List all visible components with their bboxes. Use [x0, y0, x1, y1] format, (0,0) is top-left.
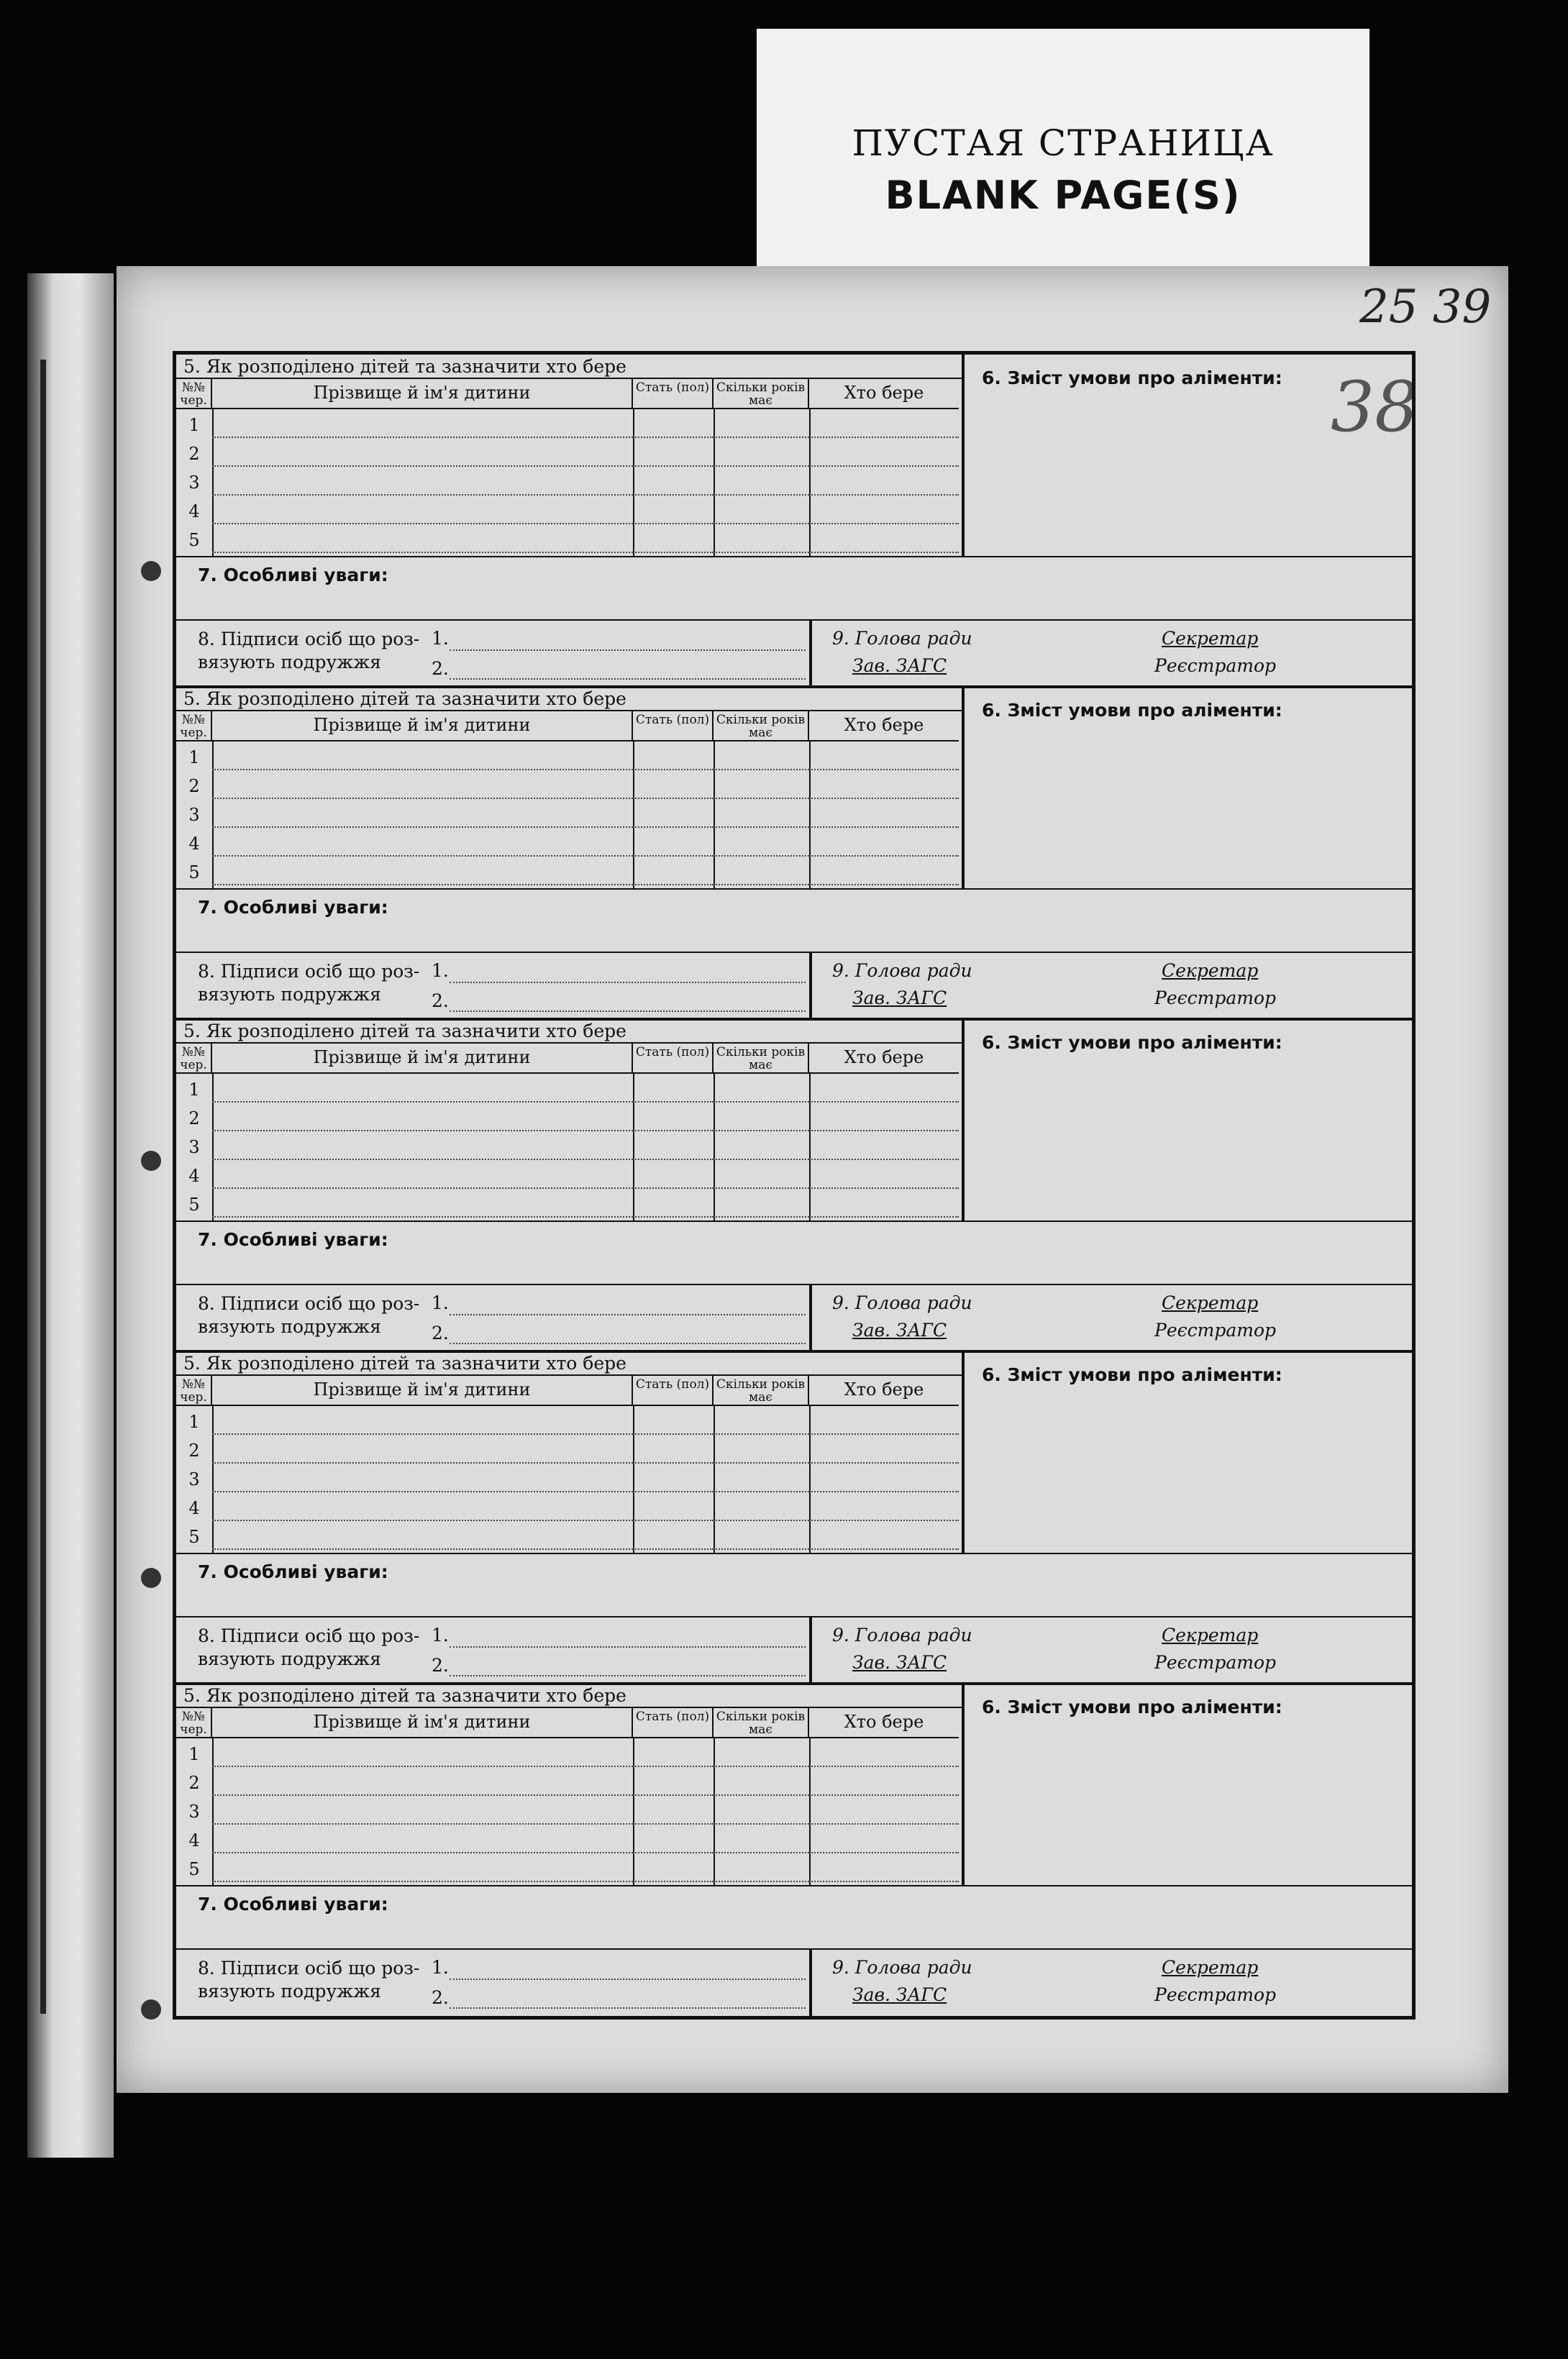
- table-row: [176, 1133, 962, 1162]
- sex-field[interactable]: [633, 494, 714, 496]
- name-field[interactable]: [212, 1187, 633, 1189]
- record-block: [176, 1019, 1412, 1351]
- name-field[interactable]: [212, 1794, 633, 1796]
- binding-edge: [40, 360, 46, 2014]
- age-field[interactable]: [714, 826, 809, 828]
- signature-2-field[interactable]: [450, 1675, 806, 1676]
- custodian-field[interactable]: [809, 465, 959, 467]
- col-number: №№ чер.: [176, 1044, 212, 1074]
- zags-head-label: Зав. ЗАГС: [852, 987, 947, 1008]
- signature-2-label: 2.: [432, 1323, 449, 1343]
- zags-head-label: Зав. ЗАГС: [852, 655, 947, 676]
- age-field[interactable]: [714, 437, 809, 438]
- sex-field[interactable]: [633, 437, 714, 438]
- custodian-field[interactable]: [809, 1101, 959, 1103]
- signatures-label-line1: 8. Підписи осіб що роз-: [198, 1293, 420, 1314]
- children-section: [176, 1351, 965, 1553]
- table-row: [176, 1769, 962, 1797]
- registrar-label: Реєстратор: [1154, 1652, 1276, 1673]
- council-head-label: 9. Голова ради: [832, 1957, 972, 1978]
- age-field[interactable]: [714, 1433, 809, 1435]
- col-child-name: Прізвище й ім'я дитини: [212, 1376, 633, 1406]
- name-field[interactable]: [212, 494, 633, 496]
- folio-number: 25 39: [1359, 280, 1492, 334]
- sex-field[interactable]: [633, 552, 714, 553]
- signature-2-label: 2.: [432, 990, 449, 1011]
- table-row: [176, 1075, 962, 1104]
- binding-hole: [141, 1151, 161, 1171]
- blank-page-tag: [757, 29, 1369, 268]
- signatures-label-line1: 8. Підписи осіб що роз-: [198, 629, 420, 649]
- signature-2-label: 2.: [432, 1655, 449, 1676]
- name-field[interactable]: [212, 523, 633, 524]
- name-field[interactable]: [212, 1766, 633, 1767]
- signatures-label-line2: вязують подружжя: [198, 652, 381, 672]
- signatures-label-line2: вязують подружжя: [198, 1316, 381, 1337]
- table-row: [176, 1826, 962, 1855]
- table-row: [176, 800, 962, 829]
- row-number: 1: [188, 1412, 200, 1432]
- col-age: Скільки років має: [714, 379, 809, 409]
- table-row: [176, 1104, 962, 1133]
- age-field[interactable]: [714, 1766, 809, 1767]
- signature-1-label: 1.: [432, 1292, 449, 1313]
- row-number: 2: [188, 444, 200, 464]
- row-number: 5: [188, 862, 200, 882]
- row-number: 5: [188, 1527, 200, 1547]
- remarks-label: 7. Особливі уваги:: [198, 565, 388, 585]
- signature-1-field[interactable]: [450, 982, 806, 983]
- custodian-field[interactable]: [809, 1159, 959, 1160]
- zags-head-label: Зав. ЗАГС: [852, 1320, 947, 1341]
- secretary-label: Секретар: [1162, 1957, 1259, 1978]
- name-field[interactable]: [212, 855, 633, 857]
- pencil-folio: 38: [1331, 367, 1419, 447]
- table-row: [176, 743, 962, 772]
- council-head-label: 9. Голова ради: [832, 628, 972, 649]
- row-number: 3: [188, 473, 200, 493]
- custodian-field[interactable]: [809, 1216, 959, 1218]
- signature-2-field[interactable]: [450, 678, 806, 680]
- sex-field[interactable]: [633, 1462, 714, 1464]
- row-number: 3: [188, 805, 200, 825]
- name-field[interactable]: [212, 1548, 633, 1550]
- table-row: [176, 468, 962, 497]
- col-age: Скільки років має: [714, 1044, 809, 1074]
- children-section-title: 5. Як розподілено дітей та зазначити хто бере: [183, 1021, 626, 1041]
- adjacent-page-strip: [27, 273, 114, 2158]
- row-number: 2: [188, 776, 200, 796]
- custodian-field[interactable]: [809, 437, 959, 438]
- name-field[interactable]: [212, 1159, 633, 1160]
- col-child-name: Прізвище й ім'я дитини: [212, 379, 633, 409]
- table-row: [176, 1797, 962, 1826]
- table-row: [176, 1740, 962, 1769]
- children-section: [176, 687, 965, 888]
- table-row: [176, 1494, 962, 1523]
- sex-field[interactable]: [633, 1159, 714, 1160]
- name-field[interactable]: [212, 1823, 633, 1825]
- sex-field[interactable]: [633, 1433, 714, 1435]
- divider: [809, 621, 812, 688]
- custodian-field[interactable]: [809, 1433, 959, 1435]
- remarks-label: 7. Особливі уваги:: [198, 1561, 388, 1582]
- col-custodian: Хто бере: [809, 1044, 959, 1074]
- signature-2-label: 2.: [432, 1987, 449, 2008]
- remarks-label: 7. Особливі уваги:: [198, 897, 388, 918]
- signature-1-label: 1.: [432, 628, 449, 649]
- table-row: [176, 1465, 962, 1494]
- row-number: 3: [188, 1802, 200, 1822]
- custodian-field[interactable]: [809, 1852, 959, 1853]
- zags-head-label: Зав. ЗАГС: [852, 1652, 947, 1673]
- signature-1-field[interactable]: [450, 1314, 806, 1315]
- signature-1-label: 1.: [432, 1625, 449, 1646]
- signatures-label: [198, 1292, 419, 1338]
- council-head-label: 9. Голова ради: [832, 1625, 972, 1646]
- remarks-label: 7. Особливі уваги:: [198, 1229, 388, 1250]
- divider: [809, 1617, 812, 1685]
- custodian-field[interactable]: [809, 1187, 959, 1189]
- signatures-label: [198, 1625, 419, 1671]
- children-section-title: 5. Як розподілено дітей та зазначити хто бере: [183, 688, 626, 709]
- children-section: [176, 355, 965, 556]
- row-number: 3: [188, 1137, 200, 1157]
- row-number: 1: [188, 1080, 200, 1100]
- sex-field[interactable]: [633, 1548, 714, 1550]
- age-field[interactable]: [714, 1101, 809, 1103]
- name-field[interactable]: [212, 1491, 633, 1492]
- name-field[interactable]: [212, 798, 633, 799]
- custodian-field[interactable]: [809, 1823, 959, 1825]
- secretary-label: Секретар: [1162, 960, 1259, 981]
- name-field[interactable]: [212, 884, 633, 885]
- signatures-label-line1: 8. Підписи осіб що роз-: [198, 1625, 420, 1646]
- secretary-label: Секретар: [1162, 1625, 1259, 1646]
- form-grid: [173, 351, 1419, 2020]
- name-field[interactable]: [212, 1130, 633, 1131]
- secretary-label: Секретар: [1162, 1292, 1259, 1313]
- divider: [809, 1285, 812, 1353]
- custodian-field[interactable]: [809, 1130, 959, 1131]
- custodian-field[interactable]: [809, 1794, 959, 1796]
- registrar-label: Реєстратор: [1154, 655, 1276, 676]
- signatures-section: [176, 1616, 1412, 1685]
- custodian-field[interactable]: [809, 1462, 959, 1464]
- tag-russian-text: ПУСТАЯ СТРАНИЦА: [852, 122, 1275, 164]
- age-field[interactable]: [714, 769, 809, 770]
- age-field[interactable]: [714, 1520, 809, 1521]
- custodian-field[interactable]: [809, 826, 959, 828]
- sex-field[interactable]: [633, 826, 714, 828]
- registrar-label: Реєстратор: [1154, 1984, 1276, 2005]
- age-field[interactable]: [714, 552, 809, 553]
- age-field[interactable]: [714, 884, 809, 885]
- signatures-label-line1: 8. Підписи осіб що роз-: [198, 961, 420, 982]
- col-number: №№ чер.: [176, 1376, 212, 1406]
- signatures-section: [176, 952, 1412, 1021]
- table-row: [176, 526, 962, 555]
- remarks-label: 7. Особливі уваги:: [198, 1894, 388, 1915]
- tag-english-text: BLANK PAGE(S): [885, 173, 1241, 218]
- signature-2-field[interactable]: [450, 2007, 806, 2009]
- sex-field[interactable]: [633, 465, 714, 467]
- row-number: 4: [188, 501, 200, 521]
- signatures-label-line1: 8. Підписи осіб що роз-: [198, 1958, 420, 1979]
- signature-1-field[interactable]: [450, 1646, 806, 1648]
- custodian-field[interactable]: [809, 1766, 959, 1767]
- name-field[interactable]: [212, 1462, 633, 1464]
- alimony-title: 6. Зміст умови про аліменти:: [982, 368, 1282, 388]
- sex-field[interactable]: [633, 1187, 714, 1189]
- table-row: [176, 1436, 962, 1465]
- name-field[interactable]: [212, 1520, 633, 1521]
- alimony-title: 6. Зміст умови про аліменти:: [982, 700, 1282, 721]
- alimony-title: 6. Зміст умови про аліменти:: [982, 1032, 1282, 1053]
- signature-1-label: 1.: [432, 960, 449, 981]
- children-section-title: 5. Як розподілено дітей та зазначити хто бере: [183, 356, 626, 377]
- council-head-label: 9. Голова ради: [832, 1292, 972, 1313]
- signatures-section: [176, 1948, 1412, 2017]
- col-number: №№ чер.: [176, 1708, 212, 1738]
- table-row: [176, 772, 962, 800]
- sex-field[interactable]: [633, 855, 714, 857]
- remarks-section: [176, 1553, 1412, 1617]
- age-field[interactable]: [714, 1187, 809, 1189]
- signature-2-field[interactable]: [450, 1010, 806, 1012]
- secretary-label: Секретар: [1162, 628, 1259, 649]
- signatures-section: [176, 619, 1412, 688]
- name-field[interactable]: [212, 465, 633, 467]
- age-field[interactable]: [714, 523, 809, 524]
- signature-1-field[interactable]: [450, 1979, 806, 1980]
- table-row: [176, 1190, 962, 1219]
- name-field[interactable]: [212, 1852, 633, 1853]
- row-number: 1: [188, 415, 200, 435]
- age-field[interactable]: [714, 1881, 809, 1882]
- custodian-field[interactable]: [809, 523, 959, 524]
- table-row: [176, 1855, 962, 1884]
- row-number: 2: [188, 1108, 200, 1128]
- table-row: [176, 1523, 962, 1551]
- col-custodian: Хто бере: [809, 1376, 959, 1406]
- signature-2-field[interactable]: [450, 1343, 806, 1344]
- col-sex: Стать (пол): [633, 1044, 714, 1074]
- sex-field[interactable]: [633, 1766, 714, 1767]
- sex-field[interactable]: [633, 884, 714, 885]
- custodian-field[interactable]: [809, 884, 959, 885]
- age-field[interactable]: [714, 1159, 809, 1160]
- row-number: 4: [188, 1498, 200, 1518]
- name-field[interactable]: [212, 1881, 633, 1882]
- row-number: 2: [188, 1441, 200, 1461]
- sex-field[interactable]: [633, 1491, 714, 1492]
- record-block: [176, 355, 1412, 687]
- col-sex: Стать (пол): [633, 711, 714, 742]
- sex-field[interactable]: [633, 798, 714, 799]
- name-field[interactable]: [212, 769, 633, 770]
- children-section-title: 5. Як розподілено дітей та зазначити хто бере: [183, 1353, 626, 1374]
- children-section: [176, 1684, 965, 1885]
- signatures-label-line2: вязують подружжя: [198, 984, 381, 1005]
- sex-field[interactable]: [633, 1823, 714, 1825]
- age-field[interactable]: [714, 798, 809, 799]
- block-separator: [176, 685, 1412, 688]
- col-child-name: Прізвище й ім'я дитини: [212, 1708, 633, 1738]
- signatures-label-line2: вязують подружжя: [198, 1648, 381, 1669]
- col-custodian: Хто бере: [809, 1708, 959, 1738]
- col-age: Скільки років має: [714, 1708, 809, 1738]
- sex-field[interactable]: [633, 1101, 714, 1103]
- binding-hole: [141, 561, 161, 581]
- col-number: №№ чер.: [176, 379, 212, 409]
- signatures-label-line2: вязують подружжя: [198, 1981, 381, 2002]
- row-number: 4: [188, 834, 200, 854]
- table-row: [176, 1162, 962, 1190]
- name-field[interactable]: [212, 552, 633, 553]
- table-row: [176, 411, 962, 439]
- record-block: [176, 1684, 1412, 2016]
- sex-field[interactable]: [633, 1881, 714, 1882]
- name-field[interactable]: [212, 1433, 633, 1435]
- col-sex: Стать (пол): [633, 379, 714, 409]
- col-child-name: Прізвище й ім'я дитини: [212, 711, 633, 742]
- children-section: [176, 1019, 965, 1220]
- sex-field[interactable]: [633, 1852, 714, 1853]
- custodian-field[interactable]: [809, 1491, 959, 1492]
- age-field[interactable]: [714, 1794, 809, 1796]
- registrar-label: Реєстратор: [1154, 1320, 1276, 1341]
- age-field[interactable]: [714, 855, 809, 857]
- age-field[interactable]: [714, 1852, 809, 1853]
- registrar-label: Реєстратор: [1154, 987, 1276, 1008]
- block-separator: [176, 1018, 1412, 1021]
- age-field[interactable]: [714, 465, 809, 467]
- sex-field[interactable]: [633, 523, 714, 524]
- table-row: [176, 829, 962, 858]
- sex-field[interactable]: [633, 1794, 714, 1796]
- zags-head-label: Зав. ЗАГС: [852, 1984, 947, 2005]
- custodian-field[interactable]: [809, 798, 959, 799]
- age-field[interactable]: [714, 1548, 809, 1550]
- custodian-field[interactable]: [809, 1881, 959, 1882]
- sex-field[interactable]: [633, 1520, 714, 1521]
- remarks-section: [176, 888, 1412, 953]
- signatures-section: [176, 1284, 1412, 1353]
- age-field[interactable]: [714, 1130, 809, 1131]
- col-sex: Стать (пол): [633, 1376, 714, 1406]
- sex-field[interactable]: [633, 769, 714, 770]
- signature-2-label: 2.: [432, 658, 449, 679]
- council-head-label: 9. Голова ради: [832, 960, 972, 981]
- custodian-field[interactable]: [809, 1548, 959, 1550]
- age-field[interactable]: [714, 1216, 809, 1218]
- col-number: №№ чер.: [176, 711, 212, 742]
- binding-hole: [141, 1999, 161, 2020]
- age-field[interactable]: [714, 1823, 809, 1825]
- table-row: [176, 497, 962, 526]
- children-section-title: 5. Як розподілено дітей та зазначити хто бере: [183, 1685, 626, 1706]
- remarks-section: [176, 1885, 1412, 1950]
- col-age: Скільки років має: [714, 711, 809, 742]
- age-field[interactable]: [714, 1462, 809, 1464]
- row-number: 5: [188, 1195, 200, 1215]
- alimony-title: 6. Зміст умови про аліменти:: [982, 1697, 1282, 1717]
- col-sex: Стать (пол): [633, 1708, 714, 1738]
- signatures-label: [198, 628, 419, 674]
- signatures-label: [198, 1957, 419, 2003]
- record-block: [176, 687, 1412, 1019]
- age-field[interactable]: [714, 1491, 809, 1492]
- col-child-name: Прізвище й ім'я дитини: [212, 1044, 633, 1074]
- custodian-field[interactable]: [809, 855, 959, 857]
- custodian-field[interactable]: [809, 1520, 959, 1521]
- col-age: Скільки років має: [714, 1376, 809, 1406]
- custodian-field[interactable]: [809, 769, 959, 770]
- name-field[interactable]: [212, 826, 633, 828]
- row-number: 3: [188, 1469, 200, 1489]
- row-number: 1: [188, 747, 200, 767]
- age-field[interactable]: [714, 494, 809, 496]
- record-block: [176, 1351, 1412, 1684]
- table-row: [176, 439, 962, 468]
- binding-hole: [141, 1568, 161, 1588]
- name-field[interactable]: [212, 1101, 633, 1103]
- signatures-label: [198, 960, 419, 1006]
- table-row: [176, 858, 962, 887]
- row-number: 4: [188, 1830, 200, 1851]
- col-custodian: Хто бере: [809, 379, 959, 409]
- divider: [809, 953, 812, 1021]
- sex-field[interactable]: [633, 1130, 714, 1131]
- name-field[interactable]: [212, 1216, 633, 1218]
- row-number: 4: [188, 1166, 200, 1186]
- signature-1-label: 1.: [432, 1957, 449, 1978]
- row-number: 5: [188, 1859, 200, 1879]
- remarks-section: [176, 556, 1412, 621]
- row-number: 1: [188, 1744, 200, 1764]
- block-separator: [176, 1350, 1412, 1353]
- custodian-field[interactable]: [809, 552, 959, 553]
- block-separator: [176, 1682, 1412, 1685]
- divider: [809, 1950, 812, 2017]
- row-number: 5: [188, 530, 200, 550]
- remarks-section: [176, 1220, 1412, 1285]
- col-custodian: Хто бере: [809, 711, 959, 742]
- table-row: [176, 1407, 962, 1436]
- alimony-title: 6. Зміст умови про аліменти:: [982, 1364, 1282, 1385]
- sex-field[interactable]: [633, 1216, 714, 1218]
- signature-1-field[interactable]: [450, 649, 806, 651]
- row-number: 2: [188, 1773, 200, 1793]
- custodian-field[interactable]: [809, 494, 959, 496]
- name-field[interactable]: [212, 437, 633, 438]
